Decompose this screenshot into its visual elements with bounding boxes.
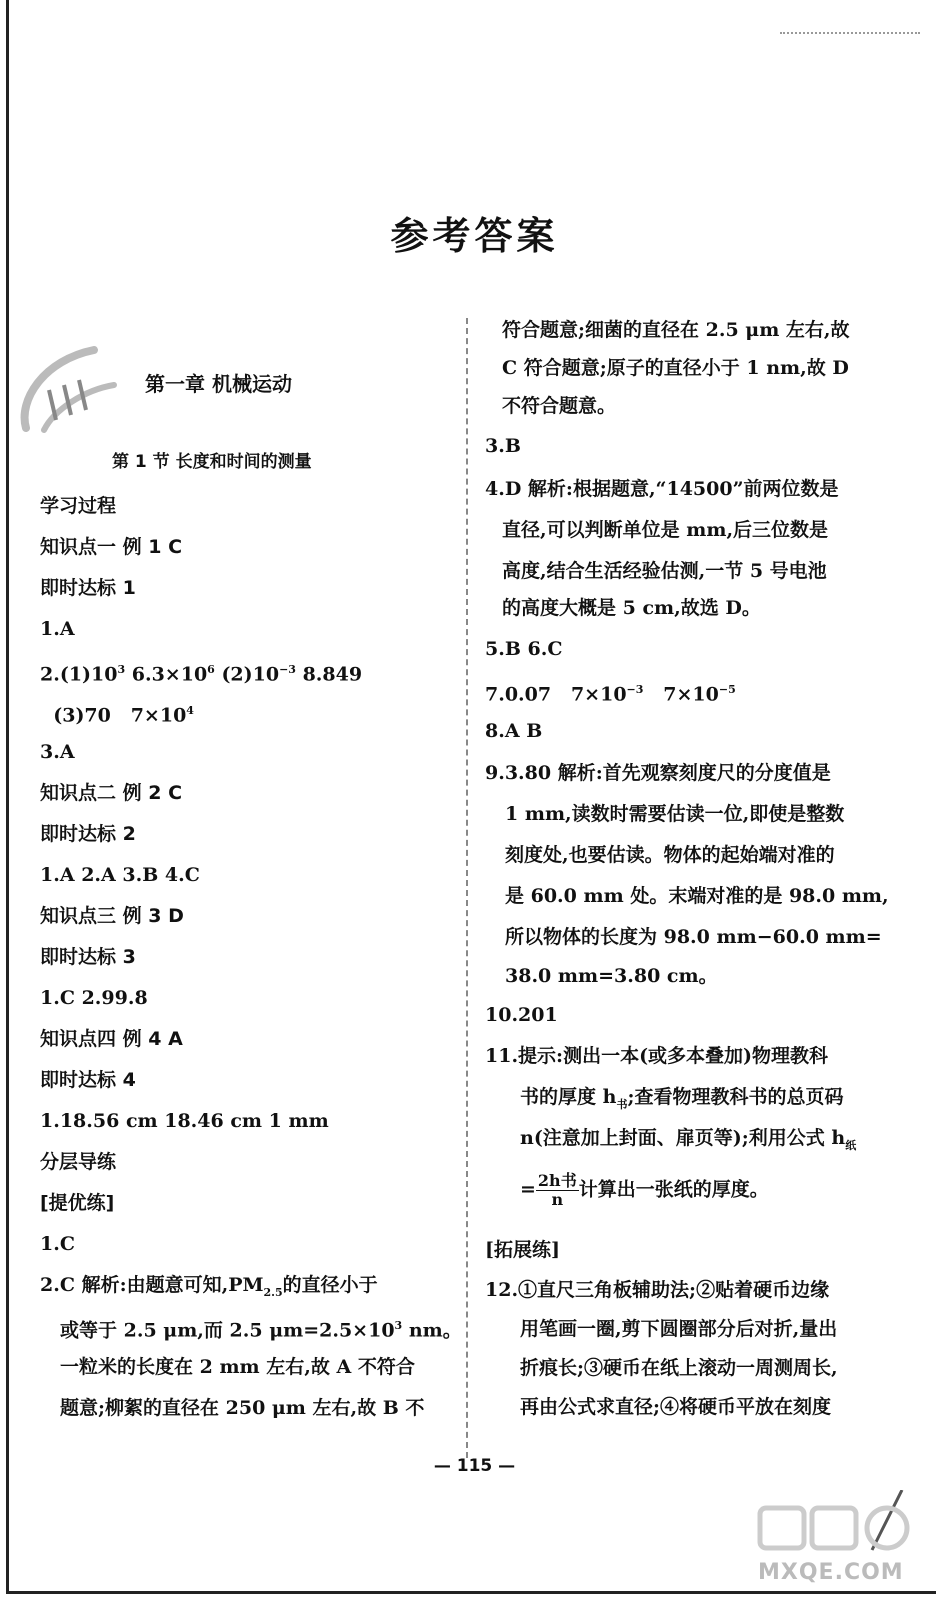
list-item: 1.C 2.99.8 <box>40 987 148 1009</box>
list-item: 1.18.56 cm 18.46 cm 1 mm <box>40 1110 329 1132</box>
fraction: $\frac{\text{2h书}}{n}$ <box>537 1171 577 1209</box>
list-item: 12.①直尺三角板辅助法;②贴着硬币边缘 <box>485 1279 830 1301</box>
list-item: 即时达标 1 <box>40 577 136 599</box>
page-number: — 115 — <box>433 1456 516 1476</box>
list-item: 1.A 2.A 3.B 4.C <box>40 864 200 886</box>
list-item: 学习过程 <box>40 495 117 517</box>
list-item: 3.A <box>40 741 75 763</box>
decorative-stamp-icon <box>14 330 134 440</box>
list-item: 11.提示:测出一本(或多本叠加)物理教科 <box>485 1045 829 1067</box>
list-item: 1 mm,读数时需要估读一位,即使是整数 <box>505 803 845 825</box>
list-item: 5.B 6.C <box>485 638 563 660</box>
list-item: 2.C 解析:由题意可知$,PM_{2.5}$的直径小于 <box>40 1274 378 1299</box>
list-item: 符合题意;细菌的直径在 2.5 μm 左右,故 <box>502 319 850 341</box>
list-item: 知识点三 例 3 D <box>40 905 184 927</box>
list-item: 知识点一 例 1 C <box>40 536 183 558</box>
list-item: 知识点二 例 2 C <box>40 782 183 804</box>
list-item: 是 60.0 mm 处。末端对准的是 98.0 mm, <box>505 885 889 907</box>
list-item: 4.D 解析:根据题意,“14500”前两位数是 <box>485 478 839 500</box>
list-item: C 符合题意;原子的直径小于 1 nm,故 D <box>502 357 849 379</box>
list-item: $2.(1)10^3$ $6.3\times 10^6$ $(2)10^{-3}$ 8.849 <box>40 663 363 686</box>
list-item: 即时达标 4 <box>40 1069 136 1091</box>
list-item: 的高度大概是 5 cm,故选 D。 <box>502 597 761 619</box>
formula-line: = $\frac{\text{2h书}}{n}$ 计算出一张纸的厚度。 <box>520 1171 769 1209</box>
list-item: [提优练] <box>40 1192 115 1214</box>
list-item: 10.201 <box>485 1004 558 1026</box>
column-divider <box>466 318 468 1458</box>
list-item: 直径,可以判断单位是 mm,后三位数是 <box>502 519 829 541</box>
list-item: 8.A B <box>485 720 543 742</box>
list-item: 题意;柳絮的直径在 250 μm 左右,故 B 不 <box>60 1397 425 1419</box>
list-item: 所以物体的长度为 98.0 mm−60.0 mm= <box>505 926 882 948</box>
list-item: (3)70 $7\times 10^4$ <box>40 704 194 727</box>
top-dotted-rule <box>780 32 920 34</box>
list-item: 一粒米的长度在 2 mm 左右,故 A 不符合 <box>60 1356 415 1378</box>
list-item: 知识点四 例 4 A <box>40 1028 183 1050</box>
list-item: 不符合题意。 <box>502 395 617 417</box>
list-item: 再由公式求直径;④将硬币平放在刻度 <box>520 1396 832 1418</box>
watermark-text: MXQE.COM <box>758 1560 904 1585</box>
list-item: 7.0.07 $7\times 10^{-3}$ $7\times 10^{-5}$ <box>485 683 736 706</box>
page-title: 参考答案 <box>390 214 559 258</box>
list-item: 1.A <box>40 618 75 640</box>
list-item: 38.0 mm=3.80 cm。 <box>505 965 718 987</box>
list-item: 或等于 2.5 μm,而 2.5 $\mu m=2.5\times 10^3$ nm。 <box>60 1319 462 1342</box>
list-item: 即时达标 3 <box>40 946 136 968</box>
list-item: 9.3.80 解析:首先观察刻度尺的分度值是 <box>485 762 831 784</box>
list-item: 用笔画一圈,剪下圆圈部分后对折,量出 <box>520 1318 838 1340</box>
list-item: n(注意加上封面、扉页等);利用公式 $h_纸$ <box>520 1127 857 1152</box>
list-item: 即时达标 2 <box>40 823 136 845</box>
list-item: 折痕长;③硬币在纸上滚动一周测周长, <box>520 1357 838 1379</box>
list-item: 分层导练 <box>40 1151 117 1173</box>
section-heading: 第 1 节 长度和时间的测量 <box>112 452 312 472</box>
chapter-heading: 第一章 机械运动 <box>145 372 292 396</box>
watermark-logo-icon <box>752 1490 922 1560</box>
list-item: 1.C <box>40 1233 75 1255</box>
list-item: 书的厚度 $h_书$;查看物理教科书的总页码 <box>520 1086 844 1111</box>
list-item: 3.B <box>485 435 521 457</box>
list-item: 高度,结合生活经验估测,一节 5 号电池 <box>502 560 827 582</box>
list-item: [拓展练] <box>485 1239 560 1261</box>
list-item: 刻度处,也要估读。物体的起始端对准的 <box>505 844 835 866</box>
